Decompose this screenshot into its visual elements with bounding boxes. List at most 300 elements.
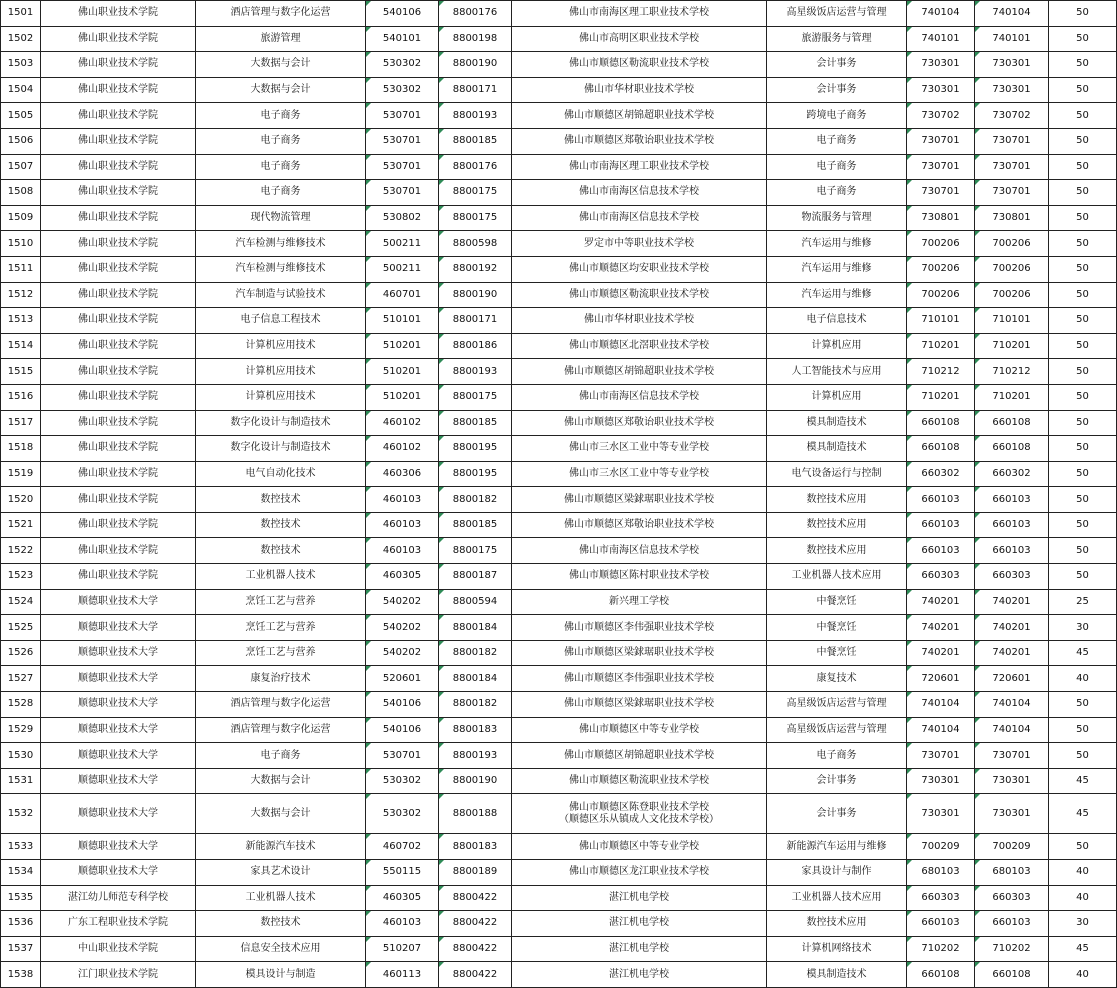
school-major-cell: 人工智能技术与应用 [767, 359, 907, 385]
college-major-cell: 计算机应用技术 [196, 333, 366, 359]
plan-count-cell: 50 [1049, 717, 1117, 743]
school-code-cell: 8800182 [439, 640, 512, 666]
college-major-cell: 酒店管理与数字化运营 [196, 692, 366, 718]
college-major-cell: 电子商务 [196, 154, 366, 180]
school-major-code-cell: 710101 [907, 308, 975, 334]
school-major-code-2-cell: 730301 [975, 794, 1049, 834]
plan-count-cell: 50 [1049, 487, 1117, 513]
school-name-cell: 佛山市顺德区胡锦超职业技术学校 [512, 103, 767, 129]
school-major-code-cell: 660103 [907, 911, 975, 937]
school-major-code-cell: 700206 [907, 256, 975, 282]
table-row [1, 743, 1117, 769]
school-code-cell: 8800171 [439, 77, 512, 103]
school-major-cell: 模具制造技术 [767, 410, 907, 436]
row-number-cell: 1514 [1, 333, 41, 359]
school-major-code-cell: 730702 [907, 103, 975, 129]
row-number-cell: 1529 [1, 717, 41, 743]
school-name-cell: 佛山市南海区信息技术学校 [512, 205, 767, 231]
school-name-cell: 湛江机电学校 [512, 885, 767, 911]
row-number-cell: 1510 [1, 231, 41, 257]
school-major-code-cell: 730801 [907, 205, 975, 231]
table-row [1, 128, 1117, 154]
school-name-cell: 佛山市三水区工业中等专业学校 [512, 461, 767, 487]
row-number-cell: 1535 [1, 885, 41, 911]
college-major-cell: 酒店管理与数字化运营 [196, 1, 366, 27]
college-major-code-cell: 530701 [366, 154, 439, 180]
row-number-cell: 1516 [1, 384, 41, 410]
college-name-cell: 佛山职业技术学院 [41, 231, 196, 257]
school-major-code-2-cell: 660108 [975, 410, 1049, 436]
school-major-cell: 家具设计与制作 [767, 860, 907, 886]
college-name-cell: 广东工程职业技术学院 [41, 911, 196, 937]
college-major-cell: 大数据与会计 [196, 52, 366, 78]
school-major-code-2-cell: 740101 [975, 26, 1049, 52]
row-number-cell: 1509 [1, 205, 41, 231]
plan-count-cell: 50 [1049, 538, 1117, 564]
school-major-cell: 数控技术应用 [767, 538, 907, 564]
plan-count-cell: 40 [1049, 666, 1117, 692]
school-major-code-cell: 660302 [907, 461, 975, 487]
school-name-cell: 佛山市顺德区勒流职业技术学校 [512, 768, 767, 794]
college-name-cell: 佛山职业技术学院 [41, 154, 196, 180]
college-major-cell: 汽车检测与维修技术 [196, 231, 366, 257]
school-major-cell: 数控技术应用 [767, 911, 907, 937]
school-name-cell: 佛山市顺德区中等专业学校 [512, 717, 767, 743]
table-row [1, 410, 1117, 436]
school-code-cell: 8800184 [439, 666, 512, 692]
school-major-code-2-cell: 660303 [975, 885, 1049, 911]
college-name-cell: 顺德职业技术大学 [41, 743, 196, 769]
college-major-code-cell: 530302 [366, 794, 439, 834]
table-row [1, 256, 1117, 282]
college-name-cell: 佛山职业技术学院 [41, 384, 196, 410]
school-code-cell: 8800190 [439, 52, 512, 78]
plan-count-cell: 50 [1049, 333, 1117, 359]
school-major-code-2-cell: 700206 [975, 282, 1049, 308]
school-name-cell: 佛山市南海区理工职业技术学校 [512, 154, 767, 180]
school-name-cell: 佛山市南海区理工职业技术学校 [512, 1, 767, 27]
school-major-code-2-cell: 730701 [975, 128, 1049, 154]
college-major-code-cell: 540202 [366, 615, 439, 641]
school-major-code-cell: 710201 [907, 384, 975, 410]
college-name-cell: 顺德职业技术大学 [41, 615, 196, 641]
college-major-code-cell: 530302 [366, 768, 439, 794]
college-name-cell: 佛山职业技术学院 [41, 359, 196, 385]
plan-count-cell: 50 [1049, 231, 1117, 257]
college-name-cell: 佛山职业技术学院 [41, 128, 196, 154]
table-row [1, 26, 1117, 52]
school-name-cell: 佛山市顺德区胡锦超职业技术学校 [512, 743, 767, 769]
school-name-cell: 佛山市顺德区郑敬诒职业技术学校 [512, 512, 767, 538]
school-name-cell: 佛山市华材职业技术学校 [512, 77, 767, 103]
row-number-cell: 1513 [1, 308, 41, 334]
school-major-cell: 汽车运用与维修 [767, 231, 907, 257]
college-name-cell: 湛江幼儿师范专科学校 [41, 885, 196, 911]
school-major-code-cell: 660103 [907, 487, 975, 513]
school-major-cell: 高星级饭店运营与管理 [767, 1, 907, 27]
college-major-code-cell: 530701 [366, 743, 439, 769]
college-major-code-cell: 540106 [366, 1, 439, 27]
school-major-code-cell: 660108 [907, 410, 975, 436]
school-major-code-2-cell: 680103 [975, 860, 1049, 886]
school-name-cell: 湛江机电学校 [512, 936, 767, 962]
school-major-cell: 模具制造技术 [767, 962, 907, 988]
plan-count-cell: 50 [1049, 205, 1117, 231]
school-major-code-2-cell: 740201 [975, 640, 1049, 666]
school-major-code-2-cell: 720601 [975, 666, 1049, 692]
college-name-cell: 佛山职业技术学院 [41, 256, 196, 282]
school-major-cell: 中餐烹饪 [767, 640, 907, 666]
school-major-code-cell: 720601 [907, 666, 975, 692]
college-major-cell: 模具设计与制造 [196, 962, 366, 988]
school-name-cell: 佛山市南海区信息技术学校 [512, 538, 767, 564]
table-row [1, 436, 1117, 462]
college-major-code-cell: 530701 [366, 103, 439, 129]
school-name-cell: 佛山市顺德区陈登职业技术学校 （顺德区乐从镇成人文化技术学校） [512, 794, 767, 834]
college-major-cell: 康复治疗技术 [196, 666, 366, 692]
college-major-cell: 工业机器人技术 [196, 564, 366, 590]
school-major-cell: 数控技术应用 [767, 487, 907, 513]
school-major-cell: 会计事务 [767, 52, 907, 78]
school-major-code-cell: 660103 [907, 538, 975, 564]
school-major-code-cell: 740101 [907, 26, 975, 52]
school-major-code-cell: 740104 [907, 717, 975, 743]
college-name-cell: 顺德职业技术大学 [41, 589, 196, 615]
college-major-cell: 数控技术 [196, 538, 366, 564]
school-code-cell: 8800182 [439, 487, 512, 513]
college-name-cell: 佛山职业技术学院 [41, 512, 196, 538]
plan-count-cell: 50 [1049, 436, 1117, 462]
school-major-code-cell: 740201 [907, 589, 975, 615]
row-number-cell: 1526 [1, 640, 41, 666]
school-major-cell: 数控技术应用 [767, 512, 907, 538]
college-name-cell: 佛山职业技术学院 [41, 461, 196, 487]
college-major-code-cell: 550115 [366, 860, 439, 886]
school-code-cell: 8800185 [439, 512, 512, 538]
college-major-cell: 现代物流管理 [196, 205, 366, 231]
row-number-cell: 1531 [1, 768, 41, 794]
school-major-code-2-cell: 730702 [975, 103, 1049, 129]
school-name-cell: 佛山市顺德区龙江职业技术学校 [512, 860, 767, 886]
school-major-cell: 会计事务 [767, 768, 907, 794]
plan-count-cell: 50 [1049, 410, 1117, 436]
school-major-code-2-cell: 660103 [975, 487, 1049, 513]
college-major-code-cell: 540106 [366, 717, 439, 743]
school-major-code-cell: 710202 [907, 936, 975, 962]
school-major-code-2-cell: 700209 [975, 834, 1049, 860]
table-row [1, 860, 1117, 886]
row-number-cell: 1512 [1, 282, 41, 308]
college-major-cell: 家具艺术设计 [196, 860, 366, 886]
college-major-cell: 数控技术 [196, 911, 366, 937]
school-major-code-2-cell: 730701 [975, 180, 1049, 206]
table-row [1, 768, 1117, 794]
college-name-cell: 佛山职业技术学院 [41, 282, 196, 308]
college-major-code-cell: 540106 [366, 692, 439, 718]
table-row [1, 640, 1117, 666]
college-major-code-cell: 500211 [366, 231, 439, 257]
school-name-cell: 佛山市南海区信息技术学校 [512, 384, 767, 410]
college-name-cell: 佛山职业技术学院 [41, 180, 196, 206]
college-major-code-cell: 460103 [366, 487, 439, 513]
college-name-cell: 顺德职业技术大学 [41, 640, 196, 666]
plan-count-cell: 50 [1049, 564, 1117, 590]
school-name-cell: 佛山市华材职业技术学校 [512, 308, 767, 334]
college-major-cell: 大数据与会计 [196, 768, 366, 794]
table-row [1, 180, 1117, 206]
school-major-code-2-cell: 730301 [975, 52, 1049, 78]
school-name-cell: 佛山市顺德区李伟强职业技术学校 [512, 666, 767, 692]
school-code-cell: 8800185 [439, 128, 512, 154]
school-major-code-cell: 730701 [907, 154, 975, 180]
table-row [1, 359, 1117, 385]
school-name-cell: 佛山市顺德区梁銶琚职业技术学校 [512, 487, 767, 513]
school-code-cell: 8800176 [439, 1, 512, 27]
row-number-cell: 1524 [1, 589, 41, 615]
college-major-cell: 电气自动化技术 [196, 461, 366, 487]
school-code-cell: 8800422 [439, 962, 512, 988]
row-number-cell: 1501 [1, 1, 41, 27]
school-major-cell: 中餐烹饪 [767, 615, 907, 641]
table-row [1, 717, 1117, 743]
school-code-cell: 8800422 [439, 936, 512, 962]
college-major-code-cell: 500211 [366, 256, 439, 282]
school-code-cell: 8800192 [439, 256, 512, 282]
plan-count-cell: 50 [1049, 180, 1117, 206]
plan-count-cell: 50 [1049, 52, 1117, 78]
college-major-code-cell: 510201 [366, 384, 439, 410]
school-code-cell: 8800195 [439, 436, 512, 462]
school-name-cell: 佛山市顺德区均安职业技术学校 [512, 256, 767, 282]
college-name-cell: 佛山职业技术学院 [41, 52, 196, 78]
school-code-cell: 8800195 [439, 461, 512, 487]
table-row [1, 962, 1117, 988]
college-major-code-cell: 460702 [366, 834, 439, 860]
school-code-cell: 8800187 [439, 564, 512, 590]
row-number-cell: 1530 [1, 743, 41, 769]
college-name-cell: 佛山职业技术学院 [41, 77, 196, 103]
school-major-code-2-cell: 710212 [975, 359, 1049, 385]
school-major-cell: 物流服务与管理 [767, 205, 907, 231]
college-name-cell: 佛山职业技术学院 [41, 205, 196, 231]
college-name-cell: 佛山职业技术学院 [41, 103, 196, 129]
school-name-cell: 佛山市三水区工业中等专业学校 [512, 436, 767, 462]
college-major-code-cell: 460305 [366, 564, 439, 590]
school-major-cell: 高星级饭店运营与管理 [767, 692, 907, 718]
college-name-cell: 顺德职业技术大学 [41, 834, 196, 860]
plan-count-cell: 50 [1049, 77, 1117, 103]
school-major-cell: 电子商务 [767, 128, 907, 154]
school-major-code-2-cell: 660302 [975, 461, 1049, 487]
school-major-code-cell: 710212 [907, 359, 975, 385]
school-code-cell: 8800190 [439, 768, 512, 794]
college-major-cell: 电子商务 [196, 103, 366, 129]
school-major-code-2-cell: 740104 [975, 1, 1049, 27]
school-major-cell: 中餐烹饪 [767, 589, 907, 615]
college-major-code-cell: 510201 [366, 333, 439, 359]
school-major-code-2-cell: 660108 [975, 436, 1049, 462]
school-major-cell: 会计事务 [767, 77, 907, 103]
plan-count-cell: 50 [1049, 103, 1117, 129]
plan-count-cell: 50 [1049, 692, 1117, 718]
plan-count-cell: 30 [1049, 615, 1117, 641]
school-name-cell: 佛山市高明区职业技术学校 [512, 26, 767, 52]
plan-count-cell: 45 [1049, 640, 1117, 666]
row-number-cell: 1504 [1, 77, 41, 103]
school-name-cell: 佛山市顺德区李伟强职业技术学校 [512, 615, 767, 641]
college-major-cell: 电子信息工程技术 [196, 308, 366, 334]
school-major-code-2-cell: 700206 [975, 256, 1049, 282]
school-code-cell: 8800188 [439, 794, 512, 834]
plan-count-cell: 50 [1049, 512, 1117, 538]
school-major-cell: 电子商务 [767, 743, 907, 769]
plan-count-cell: 40 [1049, 962, 1117, 988]
table-row [1, 103, 1117, 129]
college-major-code-cell: 530302 [366, 77, 439, 103]
college-major-cell: 数控技术 [196, 512, 366, 538]
school-major-code-cell: 730701 [907, 128, 975, 154]
plan-count-cell: 50 [1049, 282, 1117, 308]
row-number-cell: 1520 [1, 487, 41, 513]
plan-count-cell: 40 [1049, 885, 1117, 911]
school-major-cell: 会计事务 [767, 794, 907, 834]
table-row [1, 615, 1117, 641]
row-number-cell: 1515 [1, 359, 41, 385]
school-major-code-cell: 660108 [907, 962, 975, 988]
school-code-cell: 8800175 [439, 180, 512, 206]
table-row [1, 1, 1117, 27]
college-major-code-cell: 530701 [366, 128, 439, 154]
row-number-cell: 1534 [1, 860, 41, 886]
school-code-cell: 8800175 [439, 205, 512, 231]
table-row [1, 589, 1117, 615]
school-code-cell: 8800183 [439, 717, 512, 743]
row-number-cell: 1538 [1, 962, 41, 988]
college-major-code-cell: 460306 [366, 461, 439, 487]
table-row [1, 384, 1117, 410]
college-major-cell: 数字化设计与制造技术 [196, 410, 366, 436]
row-number-cell: 1505 [1, 103, 41, 129]
school-name-cell: 佛山市顺德区梁銶琚职业技术学校 [512, 640, 767, 666]
school-name-cell: 湛江机电学校 [512, 962, 767, 988]
row-number-cell: 1507 [1, 154, 41, 180]
school-code-cell: 8800183 [439, 834, 512, 860]
school-major-code-cell: 730301 [907, 52, 975, 78]
school-major-code-cell: 680103 [907, 860, 975, 886]
school-major-code-2-cell: 730301 [975, 768, 1049, 794]
school-major-code-cell: 730301 [907, 768, 975, 794]
school-code-cell: 8800193 [439, 103, 512, 129]
school-name-cell: 佛山市顺德区郑敬诒职业技术学校 [512, 410, 767, 436]
school-name-cell: 佛山市顺德区陈村职业技术学校 [512, 564, 767, 590]
school-major-code-cell: 740201 [907, 640, 975, 666]
table-row [1, 512, 1117, 538]
college-major-code-cell: 530701 [366, 180, 439, 206]
college-major-cell: 数字化设计与制造技术 [196, 436, 366, 462]
school-major-code-2-cell: 730701 [975, 154, 1049, 180]
college-major-cell: 信息安全技术应用 [196, 936, 366, 962]
table-row [1, 205, 1117, 231]
college-major-code-cell: 460103 [366, 911, 439, 937]
table-row [1, 538, 1117, 564]
table-row [1, 692, 1117, 718]
school-major-cell: 电气设备运行与控制 [767, 461, 907, 487]
table-row [1, 666, 1117, 692]
school-major-code-cell: 740201 [907, 615, 975, 641]
college-major-code-cell: 540202 [366, 640, 439, 666]
school-major-code-cell: 700209 [907, 834, 975, 860]
table-row [1, 911, 1117, 937]
college-name-cell: 江门职业技术学院 [41, 962, 196, 988]
college-name-cell: 顺德职业技术大学 [41, 717, 196, 743]
school-code-cell: 8800198 [439, 26, 512, 52]
college-major-cell: 计算机应用技术 [196, 384, 366, 410]
school-major-cell: 计算机应用 [767, 333, 907, 359]
school-code-cell: 8800422 [439, 911, 512, 937]
school-code-cell: 8800193 [439, 743, 512, 769]
college-major-cell: 旅游管理 [196, 26, 366, 52]
row-number-cell: 1508 [1, 180, 41, 206]
row-number-cell: 1511 [1, 256, 41, 282]
school-code-cell: 8800189 [439, 860, 512, 886]
plan-count-cell: 50 [1049, 743, 1117, 769]
school-major-code-cell: 660108 [907, 436, 975, 462]
college-major-cell: 数控技术 [196, 487, 366, 513]
row-number-cell: 1525 [1, 615, 41, 641]
plan-count-cell: 40 [1049, 860, 1117, 886]
school-major-cell: 新能源汽车运用与维修 [767, 834, 907, 860]
school-major-cell: 跨境电子商务 [767, 103, 907, 129]
row-number-cell: 1523 [1, 564, 41, 590]
table-row [1, 154, 1117, 180]
school-major-code-cell: 730701 [907, 743, 975, 769]
school-major-code-cell: 730701 [907, 180, 975, 206]
school-major-code-cell: 660103 [907, 512, 975, 538]
row-number-cell: 1518 [1, 436, 41, 462]
school-major-cell: 汽车运用与维修 [767, 282, 907, 308]
plan-count-cell: 45 [1049, 936, 1117, 962]
table-row [1, 461, 1117, 487]
plan-count-cell: 45 [1049, 794, 1117, 834]
school-code-cell: 8800422 [439, 885, 512, 911]
college-major-cell: 大数据与会计 [196, 77, 366, 103]
school-major-cell: 高星级饭店运营与管理 [767, 717, 907, 743]
college-name-cell: 中山职业技术学院 [41, 936, 196, 962]
college-major-cell: 烹饪工艺与营养 [196, 640, 366, 666]
college-name-cell: 佛山职业技术学院 [41, 564, 196, 590]
plan-count-cell: 50 [1049, 359, 1117, 385]
plan-count-cell: 50 [1049, 461, 1117, 487]
college-major-code-cell: 460102 [366, 436, 439, 462]
school-name-cell: 佛山市南海区信息技术学校 [512, 180, 767, 206]
school-code-cell: 8800190 [439, 282, 512, 308]
college-major-code-cell: 540202 [366, 589, 439, 615]
school-major-cell: 电子商务 [767, 180, 907, 206]
row-number-cell: 1522 [1, 538, 41, 564]
school-major-code-cell: 730301 [907, 794, 975, 834]
college-name-cell: 顺德职业技术大学 [41, 692, 196, 718]
college-name-cell: 顺德职业技术大学 [41, 794, 196, 834]
college-major-code-cell: 460305 [366, 885, 439, 911]
school-major-cell: 工业机器人技术应用 [767, 885, 907, 911]
school-name-cell: 佛山市顺德区中等专业学校 [512, 834, 767, 860]
school-name-cell: 湛江机电学校 [512, 911, 767, 937]
college-major-code-cell: 510201 [366, 359, 439, 385]
table-row [1, 231, 1117, 257]
plan-count-cell: 45 [1049, 768, 1117, 794]
school-major-code-cell: 730301 [907, 77, 975, 103]
school-major-code-2-cell: 660103 [975, 512, 1049, 538]
